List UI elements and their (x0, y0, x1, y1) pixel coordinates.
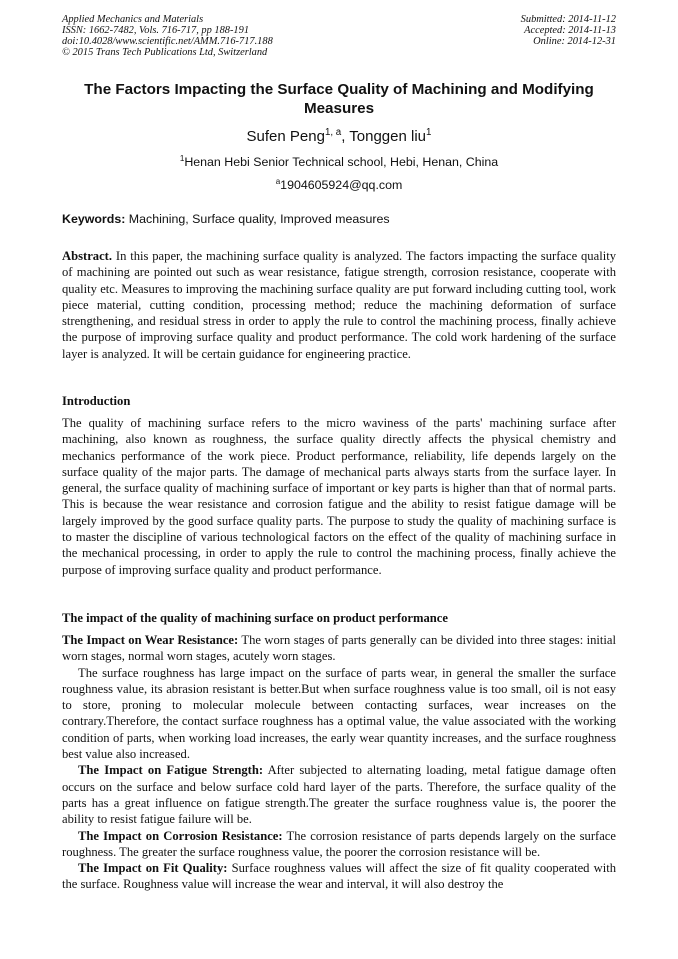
author-separator: , (341, 128, 350, 145)
affiliation-text: Henan Hebi Senior Technical school, Hebi, Henan, China (184, 155, 499, 169)
author-1-affiliation-mark: 1, a (324, 127, 342, 138)
fit-label: The Impact on Fit Quality: (78, 861, 228, 876)
keywords (62, 211, 616, 227)
journal-name: Applied Mechanics and Materials (62, 14, 204, 25)
journal-header-right (521, 14, 616, 47)
affiliation (62, 154, 616, 170)
wear-paragraph (62, 632, 616, 665)
journal-header-left (62, 14, 273, 58)
journal-doi[interactable]: doi:10.4028/www.scientific.net/AMM.716-717.188 (62, 36, 273, 47)
author-2: Tonggen liu (349, 128, 427, 145)
author-1: Sufen Peng (246, 128, 325, 145)
introduction (62, 415, 616, 578)
fit-paragraph (62, 860, 616, 893)
fatigue-text: After subjected to alternating loading, metal fatigue damage often occurs on the surface and below surface cold hard layer of the parts. Therefore, the surface quality of the parts has a great influence on fatigue strength.The greater the surface roughness value is, the poorer the ability to resist fatigue failure will be. (62, 763, 617, 827)
impact-section-heading: The impact of the quality of machining surface on product performance (62, 611, 448, 625)
date-accepted: Accepted: 2014-11-13 (524, 25, 616, 36)
introduction-paragraph: The quality of machining surface refers to the micro waviness of the parts' machining surface after machining, also known as roughness, the surface quality directly affects the physical chemistry and mechanics performance of the work piece. Product performance, reliability, life depends largely on the surface quality of the major parts. The damage of mechanical parts always starts from the surface layer. In general, the surface quality of machining surface of important or key parts is higher than that of normal parts. This is because the wear resistance and corrosion fatigue and the ability to resist fatigue damage will be largely improved by the good surface quality parts. The purpose to study the quality of machining surface is to master the discipline of various technological factors on the effect of the quality of machining surface in the mechanical processing, in order to apply the rule to control the machining process, finally achieve the purpose of improving surface quality and product performance. (62, 416, 616, 577)
impact-section (62, 632, 616, 893)
abstract (62, 248, 616, 362)
date-online: Online: 2014-12-31 (533, 36, 616, 47)
email-mark: a (275, 176, 281, 186)
wear-paragraph-2: The surface roughness has large impact on the surface of parts wear, in general the smaller the surface roughness value, its abrasion resistant is better.But when surface roughness value is too small, oil is not easy to store, proning to molecular molecule between contacting surfaces, wear increases on the contrary.Therefore, the contact surface roughness has a optimal value, the value associated with the working condition of parts, when working load increases, the early wear quantity increases, and the surface roughness best value also increased. (62, 665, 616, 762)
paper-title: The Factors Impacting the Surface Quality of Machining and Modifying Measures (84, 81, 594, 117)
wear-text: The worn stages of parts generally can be divided into three stages: initial worn stages, normal worn stages, acutely worn stages. (62, 633, 617, 664)
keywords-label: Keywords: (62, 212, 126, 226)
corrosion-text: The corrosion resistance of parts depends largely on the surface roughness. The greater the surface roughness value, the poorer the corrosion resistance will be. (62, 828, 616, 859)
email-address[interactable]: 1904605924@qq.com (280, 178, 403, 192)
author-email (62, 177, 616, 193)
keywords-text: Machining, Surface quality, Improved measures (125, 212, 390, 226)
introduction-heading: Introduction (62, 394, 131, 408)
fatigue-label: The Impact on Fatigue Strength: (78, 763, 264, 778)
journal-copyright: © 2015 Trans Tech Publications Ltd, Switzerland (62, 47, 268, 58)
abstract-text: In this paper, the machining surface quality is analyzed. The factors impacting the surface quality of machining are pointed out such as wear resistance, fatigue strength, corrosion resistance, cooperate with quality etc. Measures to improving the machining surface quality are put forward including cutting tool, work piece material, cutting condition, processing method; reduce the machining deformation of surface strengthening, and residual stress in order to apply the rule to control the machining process, finally achieve the purpose of improving surface quality and product performance. The cold work hardening of the surface layer is analyzed. It will be certain guidance for engineering practice. (62, 249, 616, 361)
author-2-affiliation-mark: 1 (426, 127, 432, 138)
corrosion-label: The Impact on Corrosion Resistance: (78, 828, 283, 843)
author-line (62, 128, 616, 146)
abstract-paragraph (62, 248, 616, 362)
corrosion-paragraph (62, 828, 616, 861)
wear-label: The Impact on Wear Resistance: (62, 633, 239, 647)
abstract-label: Abstract. (62, 249, 113, 263)
fatigue-paragraph (62, 762, 616, 827)
affiliation-mark: 1 (179, 153, 185, 163)
journal-issn: ISSN: 1662-7482, Vols. 716-717, pp 188-191 (62, 25, 250, 36)
fit-text: Surface roughness values will affect the size of fit quality cooperated with the surface. Roughness value will increase the wear and interval, it will also destroy the (62, 861, 617, 892)
date-submitted: Submitted: 2014-11-12 (520, 14, 616, 25)
